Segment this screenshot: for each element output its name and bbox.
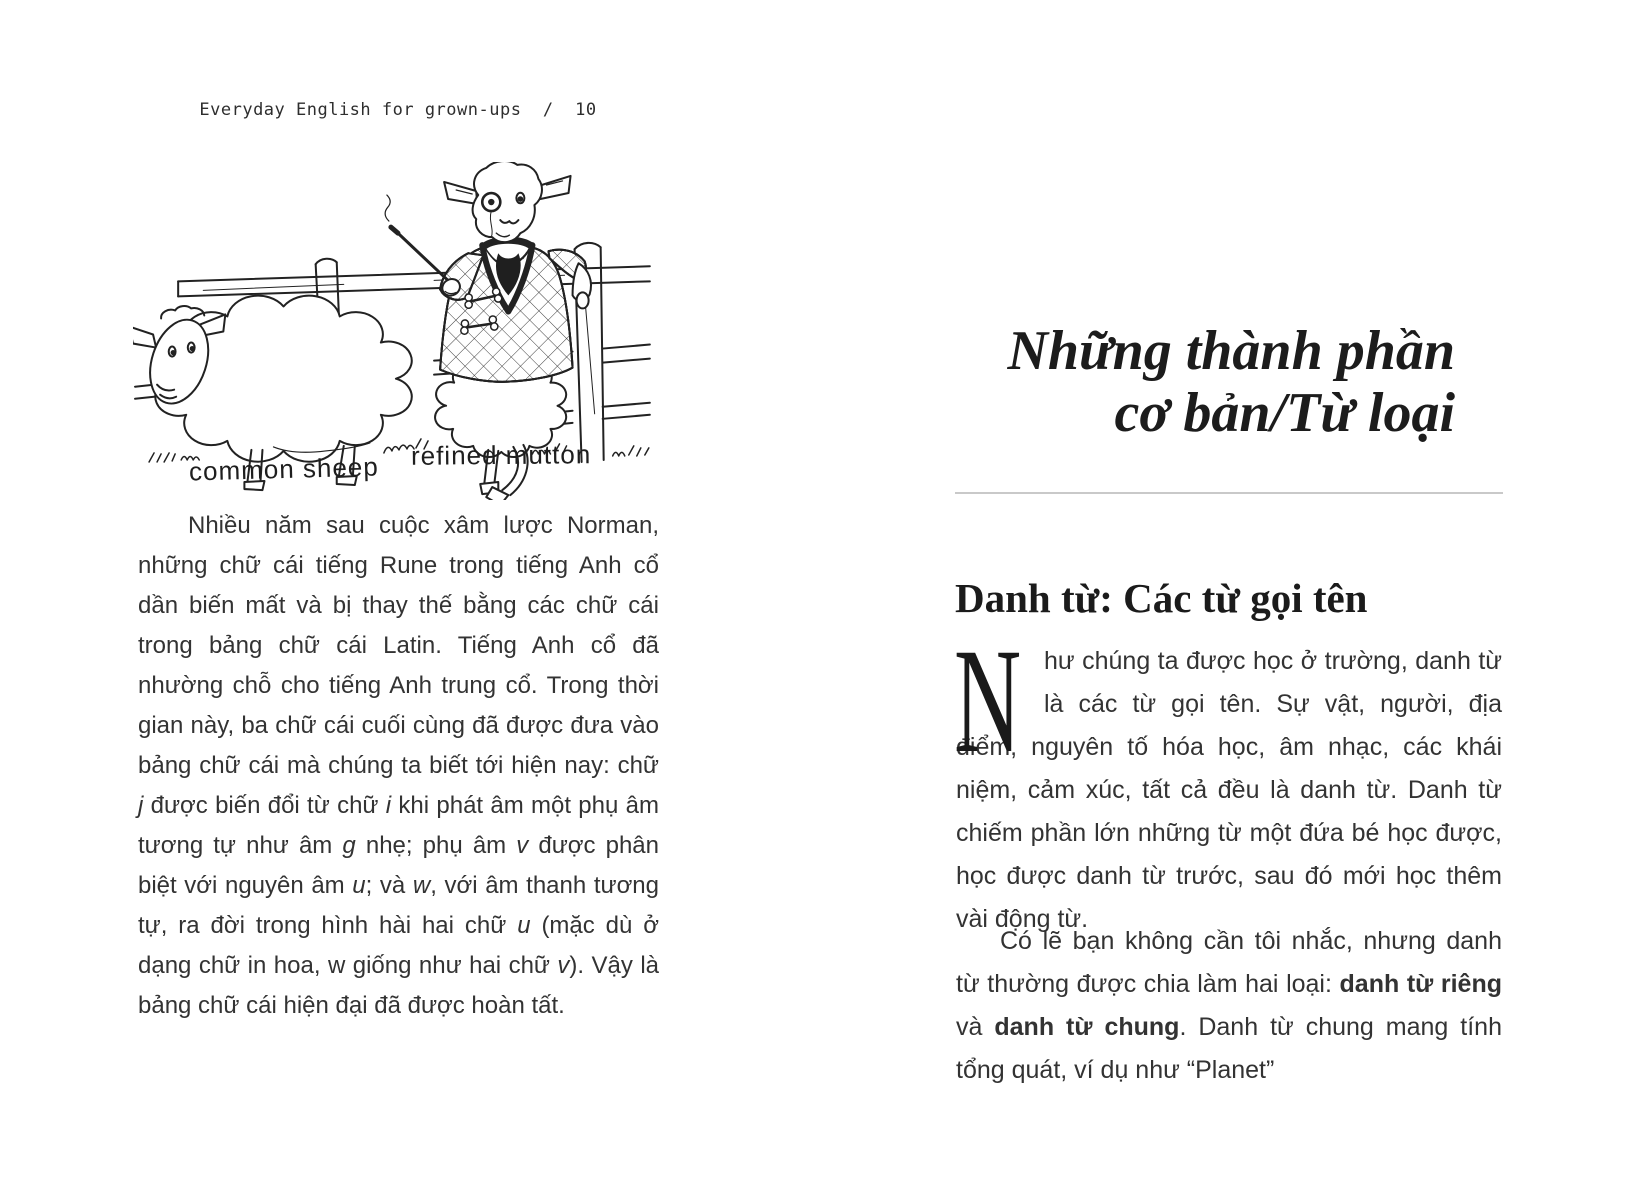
paragraph-nouns-intro-text: hư chúng ta được học ở trường, danh từ là các từ gọi tên. Sự vật, người, địa điểm, nguyên tố hóa học, âm nhạc, các khái niệm, cảm xúc, tất cả đều là danh từ. Danh từ chiếm phần lớn những từ một đứa bé học được, học được danh từ trước, sau đó mới học thêm vài động từ. bbox=[956, 647, 1502, 933]
dropcap-box bbox=[954, 618, 1044, 784]
chapter-title bbox=[905, 320, 1455, 444]
illustration-sheep-cartoon bbox=[133, 162, 695, 500]
section-heading-nouns: Danh từ: Các từ gọi tên bbox=[955, 575, 1368, 621]
caption-refined-mutton: refined mutton bbox=[410, 439, 592, 471]
paragraph-alphabet-history: Nhiều năm sau cuộc xâm lược Norman, những chữ cái tiếng Rune trong tiếng Anh cổ dần biến mất và bị thay thế bằng các chữ cái trong bảng chữ cái Latin. Tiếng Anh cổ đã nhường chỗ cho tiếng Anh trung cổ. Trong thời gian này, ba chữ cái cuối cùng đã được đưa vào bảng chữ cái mà chúng ta biết tới hiện nay: chữ j được biến đổi từ chữ i khi phát âm một phụ âm tương tự như âm g nhẹ; phụ âm v được phân biệt với nguyên âm u; và w, với âm thanh tương tự, ra đời trong hình hài hai chữ u (mặc dù ở dạng chữ in hoa, w giống như hai chữ v). Vậy là bảng chữ cái hiện đại đã được hoàn tất. bbox=[138, 512, 660, 1019]
paragraph-nouns-intro bbox=[954, 618, 1502, 941]
title-divider bbox=[955, 492, 1503, 494]
paragraph-noun-types: Có lẽ bạn không cần tôi nhắc, nhưng danh từ thường được chia làm hai loại: danh từ riêng và danh từ chung. Danh từ chung mang tính tổng quát, ví dụ như “Planet” bbox=[956, 927, 1502, 1084]
chapter-title-line-1: Những thành phần bbox=[1007, 320, 1455, 382]
running-header: Everyday English for grown-ups / 10 bbox=[199, 100, 597, 120]
caption-common-sheep: common sheep bbox=[188, 451, 380, 487]
dropcap-letter: N bbox=[954, 618, 1022, 784]
chapter-title-line-2: cơ bản/Từ loại bbox=[1114, 382, 1455, 444]
